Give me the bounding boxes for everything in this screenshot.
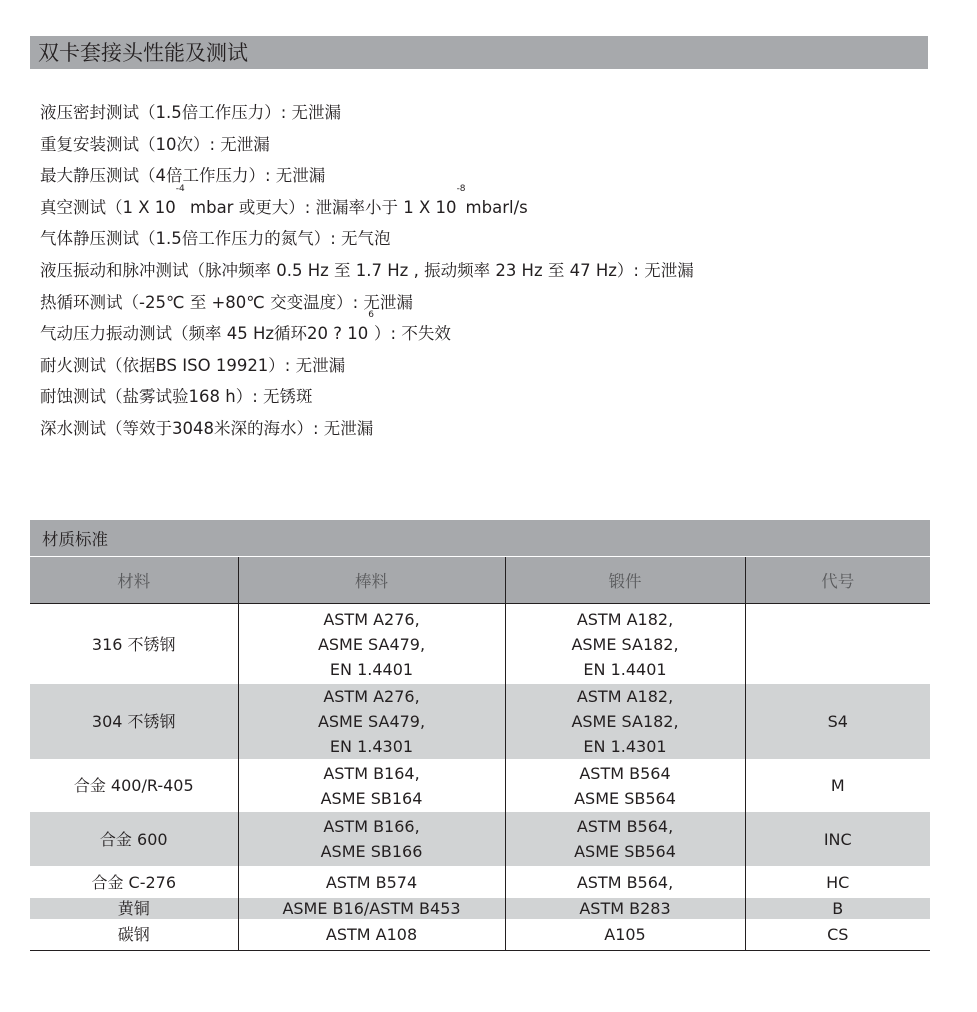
- bar-stock-cell: ASTM A108: [238, 919, 505, 951]
- test-item-reassembly: 重复安装测试（10次）: 无泄漏: [40, 134, 270, 154]
- test-superscript: -4: [175, 183, 185, 194]
- test-text: mbarl/s: [465, 197, 528, 217]
- standard-line: ASTM B564: [579, 763, 671, 783]
- column-header-material: 材料: [30, 557, 238, 604]
- code-cell: CS: [745, 919, 930, 951]
- column-header-forging: 锻件: [505, 557, 745, 604]
- forging-cell: A105: [505, 919, 745, 951]
- forging-cell: [505, 684, 745, 759]
- material-cell: 316 不锈钢: [91, 634, 176, 654]
- forging-cell: [505, 812, 745, 866]
- test-item-deep-water: 深水测试（等效于3048米深的海水）: 无泄漏: [40, 418, 374, 438]
- table-row: [30, 759, 930, 812]
- table-header-row: [30, 557, 930, 604]
- code-cell: HC: [745, 866, 930, 898]
- forging-cell: ASTM B564,: [505, 866, 745, 898]
- materials-table: [30, 557, 930, 951]
- column-header-code: 代号: [745, 557, 930, 604]
- test-item-gas-static-pressure: 气体静压测试（1.5倍工作压力的氮气）: 无气泡: [40, 229, 391, 249]
- standard-line: EN 1.4301: [329, 737, 414, 756]
- table-row: [30, 919, 930, 951]
- code-cell: [745, 604, 930, 685]
- standard-line: ASME SA479,: [317, 634, 426, 654]
- table-row: [30, 898, 930, 919]
- test-text: mbar 或更大）: 泄漏率小于 1 X 10: [184, 197, 457, 217]
- material-cell: 合金 400/R-405: [73, 776, 194, 795]
- standard-line: ASME SB166: [320, 842, 423, 861]
- material-cell: 黄铜: [30, 898, 238, 919]
- code-cell: S4: [745, 684, 930, 759]
- code-cell: INC: [745, 812, 930, 866]
- standard-line: ASME SB564: [574, 788, 676, 808]
- table-row: [30, 812, 930, 866]
- test-item-thermal-cycle: 热循环测试（-25℃ 至 +80℃ 交变温度）: 无泄漏: [40, 292, 413, 312]
- standard-line: EN 1.4401: [583, 659, 667, 679]
- test-superscript: 6: [368, 310, 375, 321]
- forging-cell: ASTM B283: [505, 898, 745, 919]
- bar-stock-cell: [238, 759, 505, 812]
- test-text: 真空测试（1 X 10: [40, 197, 176, 217]
- material-cell: 合金 C-276: [91, 872, 177, 892]
- test-item-vibration-pulse: 液压振动和脉冲测试（脉冲频率 0.5 Hz 至 1.7 Hz , 振动频率 23 Hz 至 47 Hz）: 无泄漏: [40, 260, 694, 280]
- code-cell: B: [745, 898, 930, 919]
- bar-stock-cell: ASTM B574: [238, 866, 505, 898]
- standard-line: ASME SB564: [574, 842, 676, 861]
- standard-line: ASTM A182,: [576, 609, 674, 629]
- bar-stock-cell: ASME B16/ASTM B453: [238, 898, 505, 919]
- standard-line: ASTM A276,: [323, 609, 420, 629]
- test-item-vacuum: [40, 183, 920, 224]
- material-cell: 合金 600: [30, 812, 238, 866]
- standard-line: ASTM A182,: [576, 687, 674, 706]
- test-item-hydraulic-seal: 液压密封测试（1.5倍工作压力）: 无泄漏: [40, 103, 342, 122]
- standard-line: EN 1.4301: [583, 737, 667, 756]
- standard-line: ASTM B166,: [323, 817, 420, 836]
- materials-section: [30, 520, 930, 951]
- test-item-fire: 耐火测试（依据BS ISO 19921）: 无泄漏: [40, 355, 346, 375]
- forging-cell: [505, 759, 745, 812]
- section-title: 双卡套接头性能及测试: [30, 36, 928, 69]
- materials-title: 材质标准: [30, 520, 930, 557]
- bar-stock-cell: [238, 812, 505, 866]
- bar-stock-cell: [238, 684, 505, 759]
- test-item-max-static-pressure: 最大静压测试（4倍工作压力）: 无泄漏: [40, 166, 326, 186]
- material-cell: 304 不锈钢: [30, 684, 238, 759]
- test-item-corrosion: 耐蚀测试（盐雾试验168 h）: 无锈斑: [40, 387, 313, 407]
- material-cell: 碳钢: [30, 919, 238, 951]
- table-row: [30, 684, 930, 759]
- standard-line: ASME SA182,: [571, 634, 679, 654]
- table-row: [30, 866, 930, 898]
- forging-cell: [505, 604, 745, 685]
- bar-stock-cell: [238, 604, 505, 685]
- standard-line: EN 1.4401: [329, 659, 414, 679]
- test-text: 气动压力振动测试（频率 45 Hz循环20 ? 10: [40, 324, 369, 344]
- test-text: ）: 不失效: [374, 324, 451, 344]
- table-row: [30, 604, 930, 685]
- standard-line: ASME SA479,: [317, 712, 426, 731]
- standard-line: ASME SA182,: [571, 712, 679, 731]
- standard-line: ASTM B564,: [576, 817, 674, 836]
- column-header-bar-stock: 棒料: [238, 557, 505, 604]
- code-cell: M: [745, 759, 930, 812]
- standard-line: ASTM B164,: [323, 763, 420, 783]
- standard-line: ASTM A276,: [323, 687, 420, 706]
- test-list: [40, 97, 920, 445]
- test-item-pneumatic-vibration: [40, 310, 920, 350]
- standard-line: ASME SB164: [320, 788, 423, 808]
- test-superscript: -8: [456, 183, 466, 194]
